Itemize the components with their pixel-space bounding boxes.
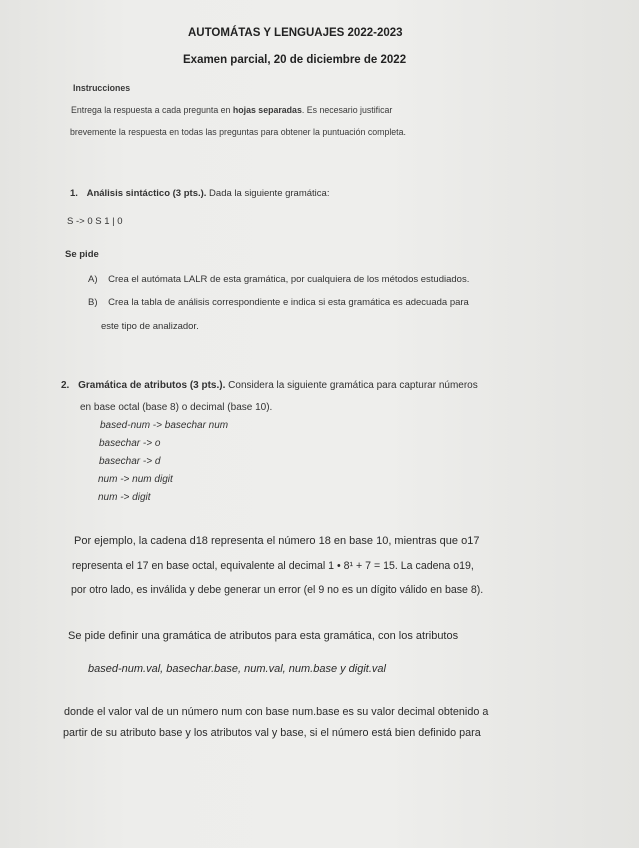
q2-rule: based-num -> basechar num	[100, 420, 229, 431]
instructions-line-1-pre: Entrega la respuesta a cada pregunta en	[71, 105, 233, 115]
q2-intro-line-2: en base octal (base 8) o decimal (base 10).	[80, 402, 273, 413]
q1-intro: Dada la siguiente gramática:	[206, 188, 330, 199]
q1-se-pide: Se pide	[65, 249, 99, 260]
q2-task-attributes: based-num.val, basechar.base, num.val, num.base y digit.val	[88, 663, 386, 675]
q2-rule: basechar -> o	[99, 438, 161, 449]
q2-title: Gramática de atributos (3 pts.).	[78, 380, 226, 391]
q1-number: 1.	[70, 188, 78, 199]
instructions-line-1-post: . Es necesario justificar	[301, 105, 393, 115]
exam-subtitle: Examen parcial, 20 de diciembre de 2022	[183, 54, 407, 66]
q2-task-line-3: donde el valor val de un número num con base num.base es su valor decimal obtenido a	[64, 706, 489, 718]
q1-item-a-label: A)	[88, 274, 98, 285]
q1-item-b-text-2: este tipo de analizador.	[101, 321, 199, 332]
q1-item-a	[88, 274, 469, 285]
instructions-line-1-bold: hojas separadas	[232, 105, 302, 115]
q2-example-line-2: representa el 17 en base octal, equivalente al decimal 1 • 8¹ + 7 = 15. La cadena o19,	[72, 560, 474, 572]
q1-item-b-text-1: Crea la tabla de análisis correspondiente e indica si esta gramática es adecuada para	[108, 297, 469, 308]
q1-title: Análisis sintáctico (3 pts.).	[86, 188, 207, 199]
q2-task-line-4: partir de su atributo base y los atributos val y base, si el número está bien definido para	[63, 727, 481, 739]
q2-heading	[61, 380, 478, 391]
q1-item-b	[88, 297, 469, 308]
q1-heading	[70, 188, 329, 199]
q2-example-line-1: Por ejemplo, la cadena d18 representa el número 18 en base 10, mientras que o17	[74, 535, 480, 547]
instructions-heading: Instrucciones	[73, 83, 131, 93]
q2-example-line-3: por otro lado, es inválida y debe generar un error (el 9 no es un dígito válido en base 8).	[71, 584, 484, 596]
q2-number: 2.	[61, 380, 70, 391]
q2-rule: num -> digit	[98, 492, 151, 503]
q1-item-a-text: Crea el autómata LALR de esta gramática, por cualquiera de los métodos estudiados.	[108, 274, 470, 285]
q1-grammar: S -> 0 S 1 | 0	[67, 216, 123, 227]
instructions-line-2: brevemente la respuesta en todas las preguntas para obtener la puntuación completa.	[70, 127, 406, 137]
q2-rule: basechar -> d	[99, 456, 161, 467]
q1-item-b-label: B)	[88, 297, 98, 308]
course-title: AUTOMÁTAS Y LENGUAJES 2022-2023	[188, 27, 403, 39]
q2-rule: num -> num digit	[98, 474, 173, 485]
instructions-line-1	[71, 105, 392, 115]
q2-task-line-1: Se pide definir una gramática de atributos para esta gramática, con los atributos	[68, 630, 459, 642]
q2-intro: Considera la siguiente gramática para capturar números	[225, 380, 478, 391]
